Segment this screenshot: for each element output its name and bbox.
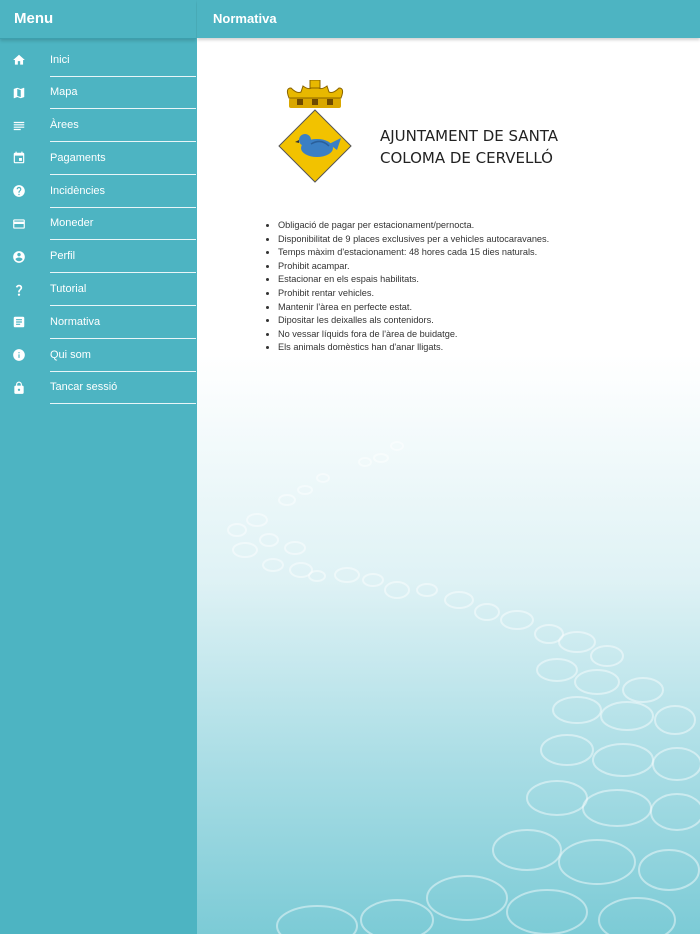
map-icon bbox=[0, 86, 50, 100]
question-mark-icon bbox=[0, 283, 50, 297]
rule-item: • No vessar líquids fora de l'àrea de buidatge. bbox=[278, 328, 549, 342]
info-icon bbox=[0, 348, 50, 362]
lock-icon bbox=[0, 381, 50, 395]
sidebar-item-label: Incidències bbox=[50, 175, 196, 208]
rule-item: • Els animals domèstics han d'anar lligats. bbox=[278, 341, 549, 355]
sidebar-title: Menu bbox=[0, 0, 196, 39]
sidebar-item-label: Moneder bbox=[50, 207, 196, 240]
sidebar-item-mapa[interactable] bbox=[0, 77, 196, 109]
menu-list bbox=[0, 44, 196, 404]
sidebar-item-label: Mapa bbox=[50, 76, 196, 109]
sidebar-item-label: Inici bbox=[50, 44, 196, 77]
sidebar-item-inici[interactable] bbox=[0, 44, 196, 76]
stone-path-decoration bbox=[197, 420, 700, 934]
sidebar-item-arees[interactable] bbox=[0, 110, 196, 142]
home-icon bbox=[0, 53, 50, 67]
sidebar-item-tancar-sessio[interactable] bbox=[0, 372, 196, 404]
logo-line-1: AJUNTAMENT DE SANTA bbox=[380, 127, 559, 145]
sidebar-item-moneder[interactable] bbox=[0, 208, 196, 240]
rule-item: • Estacionar en els espais habilitats. bbox=[278, 273, 549, 287]
sidebar-item-normativa[interactable] bbox=[0, 306, 196, 338]
sidebar-item-label: Pagaments bbox=[50, 142, 196, 175]
sidebar-item-label: Àrees bbox=[50, 109, 196, 142]
rule-item: • Dipositar les deixalles als contenidors. bbox=[278, 314, 549, 328]
logo-line-2: COLOMA DE CERVELLÓ bbox=[380, 149, 553, 167]
document-icon bbox=[0, 315, 50, 329]
page-title: Normativa bbox=[197, 0, 700, 38]
user-circle-icon bbox=[0, 250, 50, 264]
logo-text bbox=[380, 125, 558, 169]
main-content bbox=[197, 0, 700, 934]
sidebar-item-label: Normativa bbox=[50, 306, 196, 339]
sidebar-item-label: Qui som bbox=[50, 339, 196, 372]
help-circle-icon bbox=[0, 184, 50, 198]
list-icon bbox=[0, 119, 50, 133]
rule-item: • Temps màxim d'estacionament: 48 hores cada 15 dies naturals. bbox=[278, 246, 549, 260]
calendar-icon bbox=[0, 151, 50, 165]
crown-icon bbox=[287, 80, 342, 108]
sidebar-item-tutorial[interactable] bbox=[0, 274, 196, 306]
sidebar-item-perfil[interactable] bbox=[0, 241, 196, 273]
sidebar-item-qui-som[interactable] bbox=[0, 339, 196, 371]
rule-item: • Prohibit rentar vehicles. bbox=[278, 287, 549, 301]
rule-item: • Mantenir l'àrea en perfecte estat. bbox=[278, 301, 549, 315]
sidebar bbox=[0, 0, 196, 934]
sidebar-item-pagaments[interactable] bbox=[0, 142, 196, 174]
rule-item: • Prohibit acampar. bbox=[278, 260, 549, 274]
sidebar-item-label: Tutorial bbox=[50, 273, 196, 306]
credit-card-icon bbox=[0, 217, 50, 231]
rule-item: • Disponibilitat de 9 places exclusives per a vehicles autocaravanes. bbox=[278, 233, 549, 247]
rule-item: • Obligació de pagar per estacionament/pernocta. bbox=[278, 219, 549, 233]
sidebar-item-label: Perfil bbox=[50, 240, 196, 273]
sidebar-item-incidencies[interactable] bbox=[0, 175, 196, 207]
sidebar-item-label: Tancar sessió bbox=[50, 371, 196, 404]
rules-list bbox=[261, 219, 549, 355]
